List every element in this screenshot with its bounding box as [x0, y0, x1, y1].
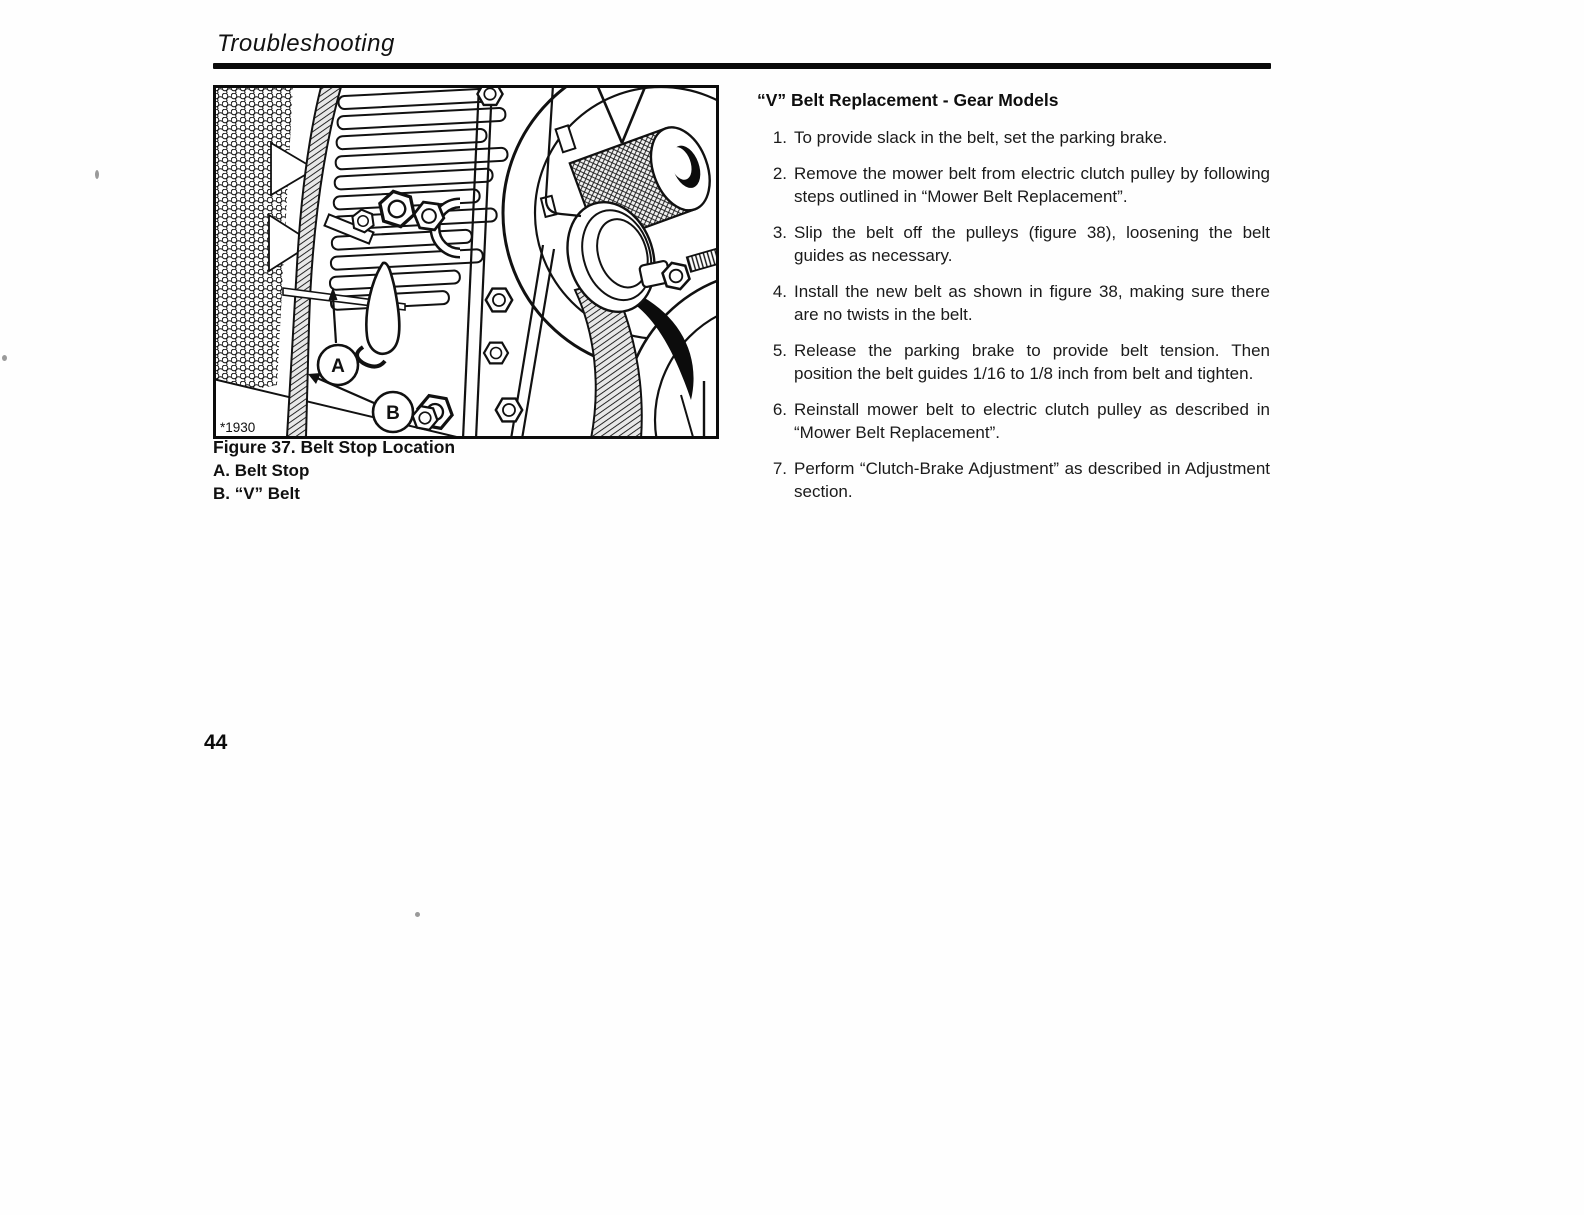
- step-number: 6.: [772, 400, 787, 419]
- page-number: 44: [204, 731, 228, 754]
- step-text: To provide slack in the belt, set the parking brake.: [794, 128, 1168, 147]
- step-text: Slip the belt off the pulleys (figure 38), loosening the belt guides as necessary.: [794, 223, 1270, 265]
- step-text: Perform “Clutch-Brake Adjustment” as described in Adjustment section.: [794, 459, 1270, 501]
- page-header-title: Troubleshooting: [217, 30, 395, 57]
- scan-speck: [95, 170, 99, 179]
- figure-legend-a: A. Belt Stop: [213, 461, 310, 480]
- step-number: 1.: [772, 128, 787, 147]
- figure-caption: Figure 37. Belt Stop Location: [213, 437, 456, 457]
- step-4: [757, 280, 1270, 326]
- figure-caption-block: [213, 436, 733, 505]
- step-5: [757, 339, 1270, 385]
- step-text: Reinstall mower belt to electric clutch pulley as described in “Mower Belt Replacement”.: [794, 400, 1270, 442]
- figure-credit: *1930: [220, 420, 256, 435]
- scan-speck: [2, 355, 7, 361]
- step-1: [757, 126, 1270, 149]
- step-3: [757, 221, 1270, 267]
- step-text: Install the new belt as shown in figure 38, making sure there are no twists in the belt.: [794, 282, 1270, 324]
- scan-speck: [415, 912, 420, 917]
- step-2: [757, 162, 1270, 208]
- figure-legend-b: B. “V” Belt: [213, 484, 300, 503]
- step-6: [757, 398, 1270, 444]
- header-rule: [213, 63, 1271, 69]
- step-number: 3.: [772, 223, 787, 242]
- procedure-steps: [757, 126, 1270, 503]
- step-number: 4.: [772, 282, 787, 301]
- step-number: 7.: [772, 459, 787, 478]
- procedure-column: [757, 89, 1270, 516]
- figure-37: [213, 85, 719, 439]
- section-heading: “V” Belt Replacement - Gear Models: [757, 90, 1059, 110]
- svg-text:A: A: [331, 356, 345, 377]
- step-7: [757, 457, 1270, 503]
- svg-text:B: B: [386, 403, 400, 424]
- step-number: 2.: [772, 164, 787, 183]
- step-text: Release the parking brake to provide belt tension. Then position the belt guides 1/16 to 1/8 inch from belt and tighten.: [794, 341, 1270, 383]
- belt-stop-illustration: [213, 85, 719, 439]
- step-number: 5.: [772, 341, 787, 360]
- step-text: Remove the mower belt from electric clutch pulley by following steps outlined in “Mower Belt Replacement”.: [794, 164, 1270, 206]
